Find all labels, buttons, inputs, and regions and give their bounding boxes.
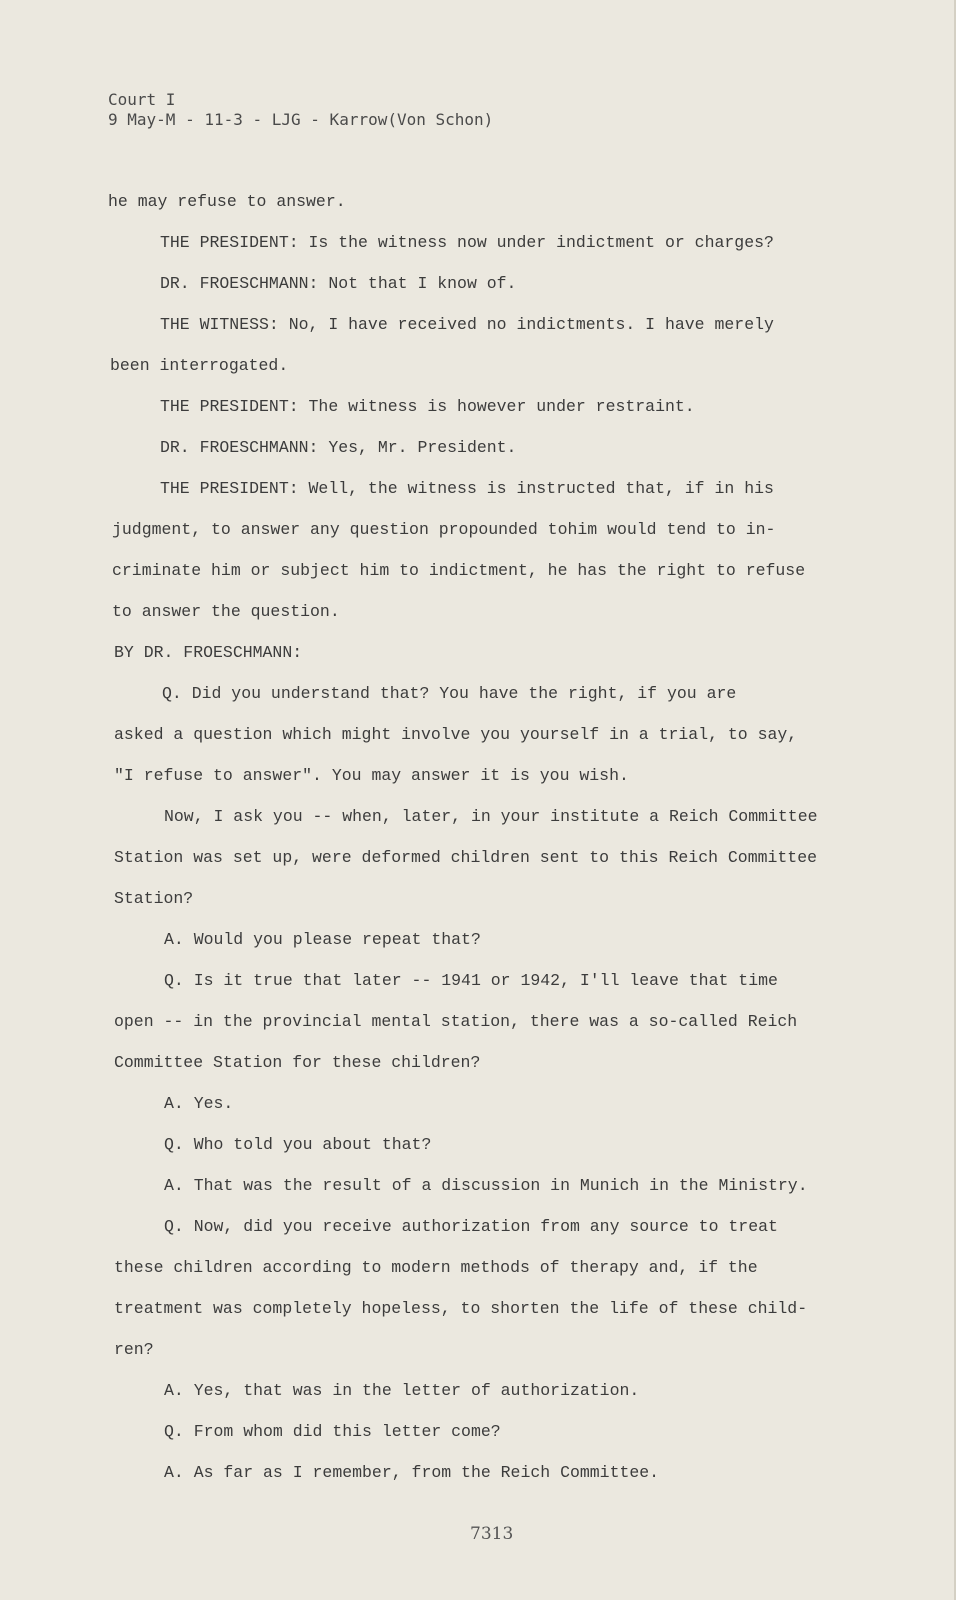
transcript-line: A. Would you please repeat that? (164, 930, 481, 949)
transcript-line: "I refuse to answer". You may answer it is you wish. (114, 766, 629, 785)
session-label: 9 May-M - 11-3 - LJG - Karrow(Von Schon) (108, 110, 494, 129)
transcript-line: Q. From whom did this letter come? (164, 1422, 501, 1441)
transcript-line: to answer the question. (112, 602, 340, 621)
transcript-line: A. That was the result of a discussion in Munich in the Ministry. (164, 1176, 808, 1195)
page-number: 7313 (470, 1524, 514, 1544)
transcript-line: DR. FROESCHMANN: Not that I know of. (160, 274, 517, 293)
transcript-line: THE WITNESS: No, I have received no indictments. I have merely (160, 315, 774, 334)
transcript-line: A. As far as I remember, from the Reich Committee. (164, 1463, 660, 1482)
transcript-line: BY DR. FROESCHMANN: (114, 643, 303, 662)
transcript-line: Station was set up, were deformed children sent to this Reich Committee (114, 848, 818, 867)
transcript-line: Now, I ask you -- when, later, in your institute a Reich Committee (164, 807, 818, 826)
court-label: Court I (108, 90, 176, 109)
transcript-line: he may refuse to answer. (108, 192, 346, 211)
transcript-line: THE PRESIDENT: The witness is however under restraint. (160, 397, 695, 416)
transcript-line: THE PRESIDENT: Is the witness now under indictment or charges? (160, 233, 774, 252)
transcript-line: Q. Is it true that later -- 1941 or 1942, I'll leave that time (164, 971, 778, 990)
transcript-line: been interrogated. (110, 356, 289, 375)
transcript-line: treatment was completely hopeless, to shorten the life of these child- (114, 1299, 808, 1318)
transcript-line: open -- in the provincial mental station, there was a so-called Reich (114, 1012, 798, 1031)
transcript-line: DR. FROESCHMANN: Yes, Mr. President. (160, 438, 517, 457)
transcript-line: judgment, to answer any question propounded tohim would tend to in- (112, 520, 776, 539)
header (108, 90, 493, 130)
transcript-line: Q. Who told you about that? (164, 1135, 432, 1154)
transcript-line: Q. Did you understand that? You have the right, if you are (162, 684, 737, 703)
transcript-line: Committee Station for these children? (114, 1053, 481, 1072)
transcript-line: these children according to modern methods of therapy and, if the (114, 1258, 758, 1277)
transcript-line: Q. Now, did you receive authorization from any source to treat (164, 1217, 778, 1236)
transcript-line: THE PRESIDENT: Well, the witness is instructed that, if in his (160, 479, 774, 498)
transcript-line: A. Yes. (164, 1094, 234, 1113)
transcript-line: ren? (114, 1340, 154, 1359)
transcript-line: Station? (114, 889, 194, 908)
transcript-line: A. Yes, that was in the letter of authorization. (164, 1381, 640, 1400)
transcript-line: asked a question which might involve you yourself in a trial, to say, (114, 725, 798, 744)
transcript-line: criminate him or subject him to indictment, he has the right to refuse (112, 561, 806, 580)
